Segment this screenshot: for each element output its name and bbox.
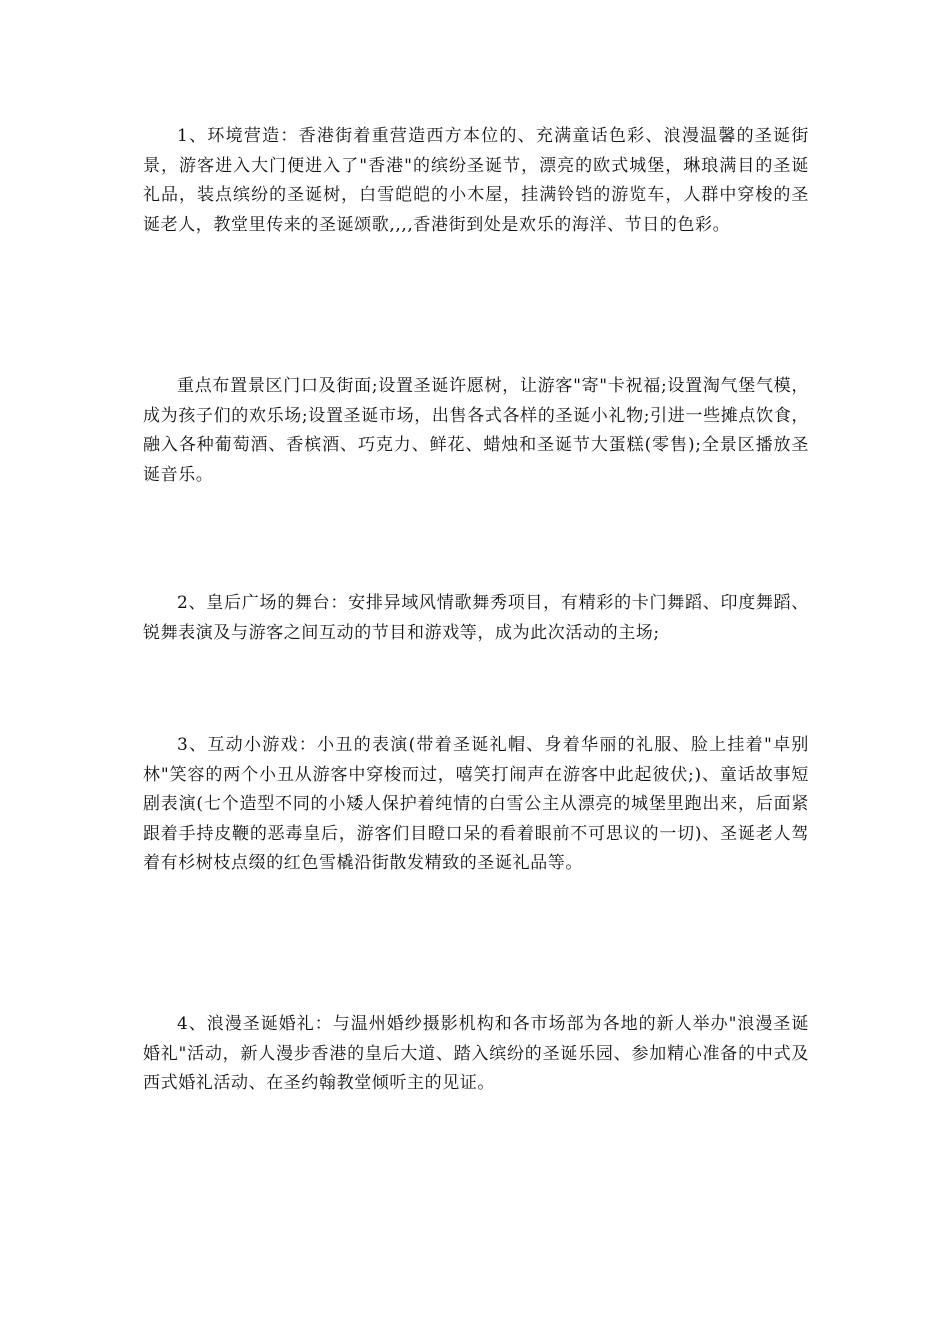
paragraph-wedding: 4、浪漫圣诞婚礼：与温州婚纱摄影机构和各市场部为各地的新人举办"浪漫圣诞婚礼"活动，新人漫步香港的皇后大道、踏入缤纷的圣诞乐园、参加精心准备的中式及西式婚礼活动、在圣约翰教堂倾听主的见证。 [143, 1014, 809, 1093]
paragraph-layout: 重点布置景区门口及街面;设置圣诞许愿树，让游客"寄"卡祝福;设置淘气堡气模，成为孩子们的欢乐场;设置圣诞市场，出售各式各样的圣诞小礼物;引进一些摊点饮食，融入各种葡萄酒、香槟酒、巧克力、鲜花、蜡烛和圣诞节大蛋糕(零售);全景区播放圣诞音乐。 [143, 376, 809, 485]
paragraph-stage: 2、皇后广场的舞台：安排异域风情歌舞秀项目，有精彩的卡门舞蹈、印度舞蹈、锐舞表演及与游客之间互动的节目和游戏等，成为此次活动的主场; [143, 593, 809, 643]
paragraph-games: 3、互动小游戏：小丑的表演(带着圣诞礼帽、身着华丽的礼服、脸上挂着"卓别林"笑容的两个小丑从游客中穿梭而过，嘻笑打闹声在游客中此起彼伏;)、童话故事短剧表演(七个造型不同的小矮人保护着纯情的白雪公主从漂亮的城堡里跑出来，后面紧跟着手持皮鞭的恶毒皇后，游客们目瞪口呆的看着眼前不可思议的一切)、圣诞老人驾着有杉树枝点缀的红色雪橇沿街散发精致的圣诞礼品等。 [143, 735, 809, 873]
paragraph-environment: 1、环境营造：香港街着重营造西方本位的、充满童话色彩、浪漫温馨的圣诞街景，游客进入大门便进入了"香港"的缤纷圣诞节，漂亮的欧式城堡，琳琅满目的圣诞礼品，装点缤纷的圣诞树，白雪皑皑的小木屋，挂满铃铛的游览车，人群中穿梭的圣诞老人，教堂里传来的圣诞颂歌,,,,香港街到处是欢乐的海洋、节日的色彩。 [143, 126, 809, 235]
